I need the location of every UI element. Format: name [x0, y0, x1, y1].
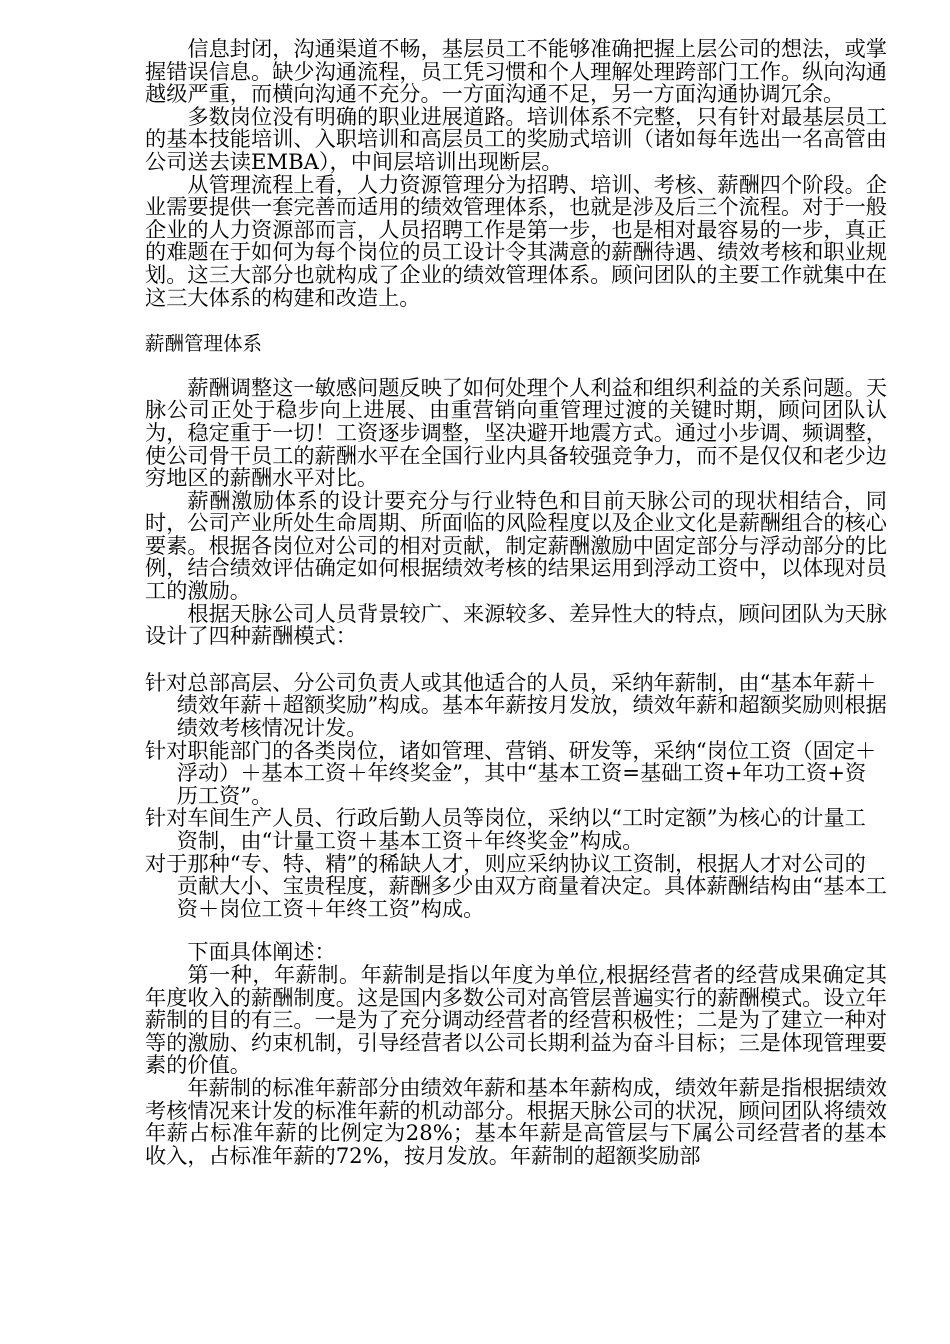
list-item: 针对职能部门的各类岗位，诸如管理、营销、研发等，采纳“岗位工资（固定＋浮动）＋基本工资＋年终奖金”，其中“基本工资=基础工资+年功工资+资历工资”。: [145, 737, 877, 808]
list-item: 针对总部高层、分公司负责人或其他适合的人员，采纳年薪制，由“基本年薪＋绩效年薪＋超额奖励”构成。基本年薪按月发放，绩效年薪和超额奖励则根据绩效考核情况计发。: [145, 669, 887, 741]
paragraph-annual-salary: 第一种，年薪制。年薪制是指以年度为单位,根据经营者的经营成果确定其年度收入的薪酬制度。这是国内多数公司对高管层普遍实行的薪酬模式。设立年薪制的目的有三。一是为了充分调动经营者的经营积极性；二是为了建立一种对等的激励、约束机制，引导经营者以公司长期利益为奋斗目标；三是体现管理要素的价值。: [145, 961, 887, 1078]
spacer: [145, 920, 887, 941]
document-body: [145, 38, 887, 1167]
paragraph-details-intro: 下面具体阐述：: [187, 939, 336, 965]
paragraph-career-path: 多数岗位没有明确的职业进展道路。培训体系不完整，只有针对最基层员工的基本技能培训、入职培训和高层员工的奖励式培训（诸如每年选出一名高管由公司送去读EMBA），中间层培训出现断层。: [145, 103, 887, 174]
paragraph-communication: 信息封闭，沟通渠道不畅，基层员工不能够准确把握上层公司的想法，或掌握错误信息。缺少沟通流程，员工凭习惯和个人理解处理跨部门工作。纵向沟通越级严重，而横向沟通不充分。一方面沟通不足，另一方面沟通协调冗余。: [145, 36, 887, 107]
paragraph-annual-salary-structure: 年薪制的标准年薪部分由绩效年薪和基本年薪构成，绩效年薪是指根据绩效考核情况来计发的标准年薪的机动部分。根据天脉公司的状况，顾问团队将绩效年薪占标准年薪的比例定为28%；基本年薪是高管层与下属公司经营者的基本收入，占标准年薪的72%，按月发放。年薪制的超额奖励部: [145, 1074, 887, 1168]
salary-model-list: [145, 669, 887, 921]
paragraph-four-models-intro: 根据天脉公司人员背景较广、来源较多、差异性大的特点，顾问团队为天脉设计了四种薪酬模式：: [145, 600, 887, 649]
list-item: 对于那种“专、特、精”的稀缺人才，则应采纳协议工资制，根据人才对公司的贡献大小、宝贵程度，薪酬多少由双方商量着决定。具体薪酬结构由“基本工资＋岗位工资＋年终工资”构成。: [145, 850, 887, 921]
paragraph-incentive-design: 薪酬激励体系的设计要充分与行业特色和目前天脉公司的现状相结合，同时，公司产业所处生命周期、所面临的风险程度以及企业文化是薪酬组合的核心要素。根据各岗位对公司的相对贡献，制定薪酬激励中固定部分与浮动部分的比例，结合绩效评估确定如何根据绩效考核的结果运用到浮动工资中，以体现对员工的激励。: [145, 487, 887, 604]
paragraph-management-process: 从管理流程上看，人力资源管理分为招聘、培训、考核、薪酬四个阶段。企业需要提供一套完善而适用的绩效管理体系，也就是涉及后三个流程。对于一般企业的人力资源部而言，人员招聘工作是第一步，也是相对最容易的一步，真正的难题在于如何为每个岗位的员工设计令其满意的薪酬待遇、绩效考核和职业规划。这三大部分也就构成了企业的绩效管理体系。顾问团队的主要工作就集中在这三大体系的构建和改造上。: [145, 171, 887, 310]
paragraph-salary-adjustment: 薪酬调整这一敏感问题反映了如何处理个人利益和组织利益的关系问题。天脉公司正处于稳步向上进展、由重营销向重管理过渡的关键时期，顾问团队认为，稳定重于一切！工资逐步调整，坚决避开地震方式。通过小步调、频调整，使公司骨干员工的薪酬水平在全国行业内具备较强竞争力，而不是仅仅和老少边穷地区的薪酬水平对比。: [145, 374, 887, 491]
list-item: 针对车间生产人员、行政后勤人员等岗位，采纳以“工时定额”为核心的计量工资制，由“计量工资＋基本工资＋年终奖金”构成。: [145, 805, 866, 853]
section-heading: 薪酬管理体系: [145, 332, 263, 356]
